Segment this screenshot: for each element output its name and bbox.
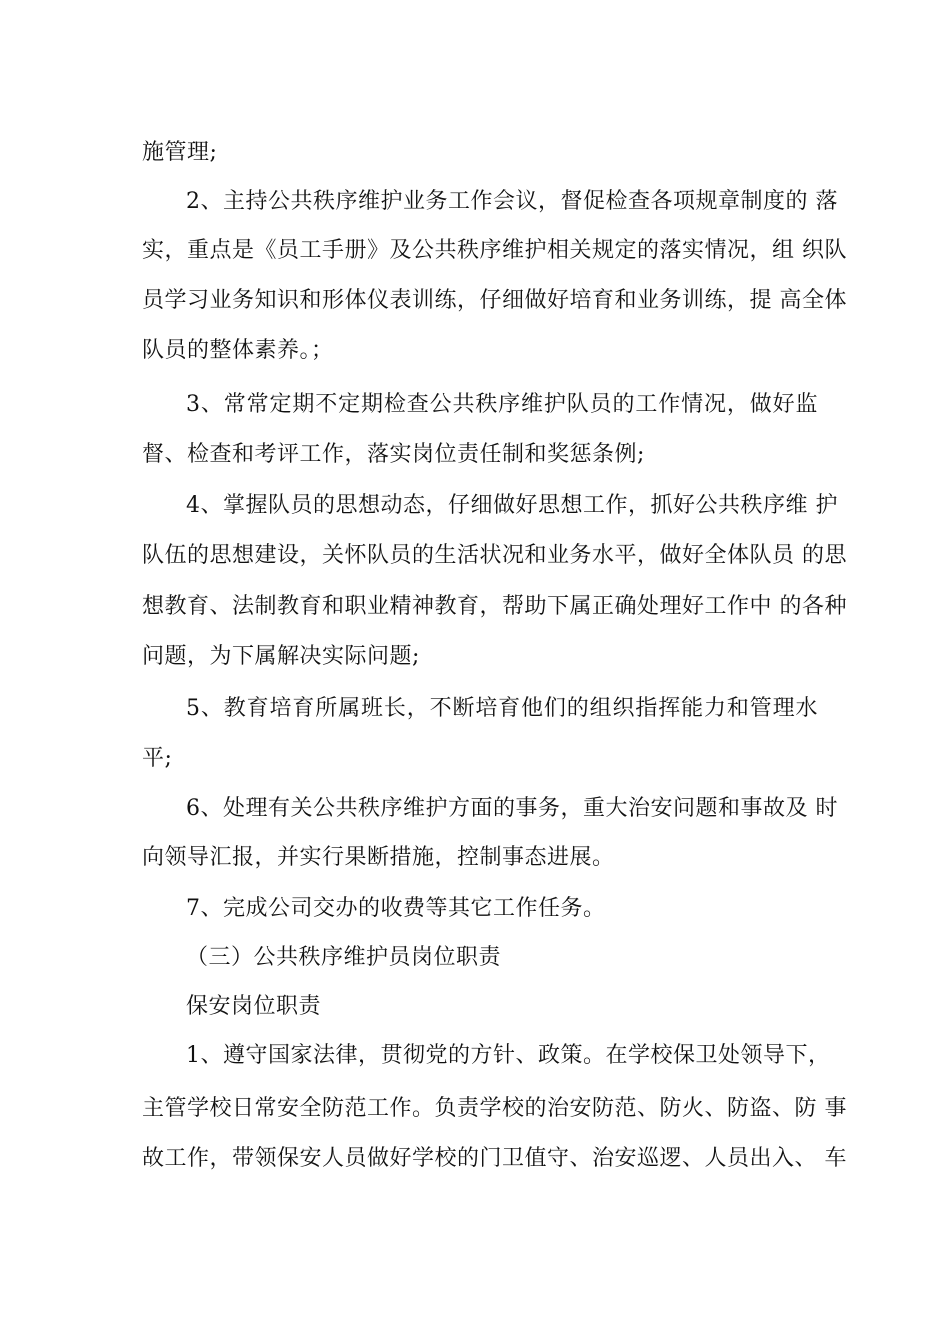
text-line: 队伍的思想建设，关怀队员的生活状况和业务水平，做好全体队员 的思 [142,543,847,568]
text-line: 6、处理有关公共秩序维护方面的事务，重大治安问题和事故及 时 [186,796,838,821]
text-line: 员学习业务知识和形体仪表训练，仔细做好培育和业务训练，提 高全体 [142,288,847,313]
text-line: 7、完成公司交办的收费等其它工作任务。 [186,896,606,921]
text-line: 实，重点是《员工手册》及公共秩序维护相关规定的落实情况，组 织队 [142,238,847,263]
text-line: 向领导汇报，并实行果断措施，控制事态进展。 [142,845,615,870]
text-line: 4、掌握队员的思想动态，仔细做好思想工作，抓好公共秩序维 护 [186,493,838,518]
text-line: 施管理; [142,140,218,165]
text-line: 5、教育培育所属班长，不断培育他们的组织指挥能力和管理水 [186,696,818,721]
text-line: 2、主持公共秩序维护业务工作会议，督促检查各项规章制度的 落 [186,189,838,214]
text-line: 主管学校日常安全防范工作。负责学校的治安防范、防火、防盗、防 事 [142,1096,847,1121]
text-line: 1、遵守国家法律，贯彻党的方针、政策。在学校保卫处领导下， [186,1043,831,1068]
text-line: 故工作，带领保安人员做好学校的门卫值守、治安巡逻、人员出入、 车 [142,1146,847,1171]
text-line: 想教育、法制教育和职业精神教育，帮助下属正确处理好工作中 的各种 [142,594,847,619]
text-line: 问题，为下属解决实际问题; [142,644,420,669]
section-heading: （三）公共秩序维护员岗位职责 [186,945,502,970]
text-line: 平; [142,746,173,771]
text-line: 3、常常定期不定期检查公共秩序维护队员的工作情况，做好监 [186,392,818,417]
text-line: 督、检查和考评工作，落实岗位责任制和奖惩条例; [142,442,645,467]
sub-heading: 保安岗位职责 [186,994,322,1019]
text-line: 队员的整体素养。； [142,338,334,363]
